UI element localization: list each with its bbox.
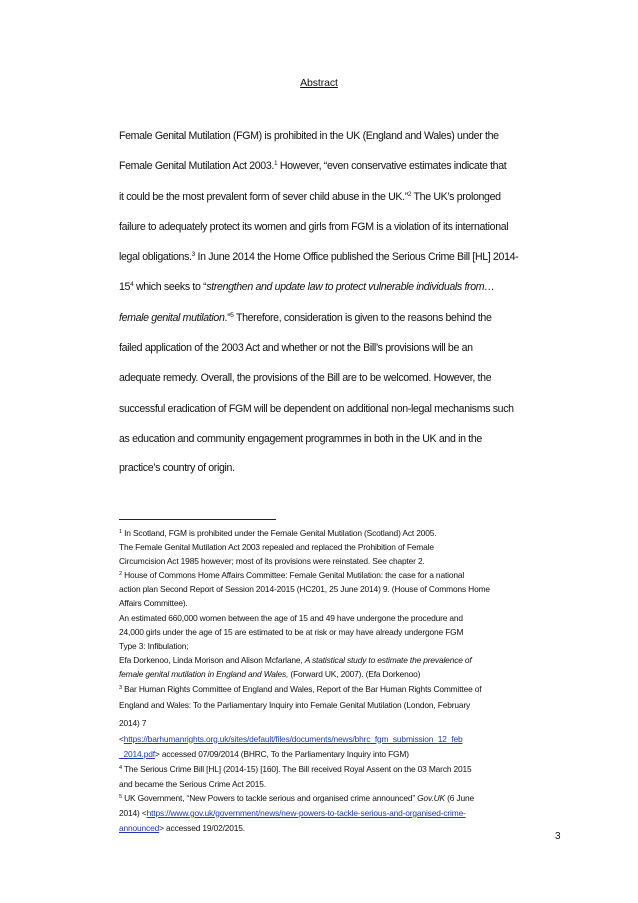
footnote-ref[interactable]: 3 — [191, 251, 195, 259]
bhrc-link[interactable]: https://barhumanrights.org.uk/sites/default/files/documents/news/bhrc_fgm_submission_12_feb — [123, 733, 463, 744]
abstract-line: $15^4$ which seeks to “strengthen and update law to protect vulnerable individuals from… — [119, 281, 495, 294]
abstract-line: as education and community engagement programmes in both in the UK and in the — [119, 432, 482, 445]
abstract-line: Female Genital Mutilation Act 2003.$^1$ However, “even conservative estimates indicate that — [119, 160, 507, 173]
abstract-line: practice’s country of origin. — [119, 462, 235, 475]
footnote-line: 2014) <https://www.gov.uk/government/news/new-powers-to-tackle-serious-and-organised-crime- — [119, 807, 466, 818]
abstract-line: Female Genital Mutilation (FGM) is prohibited in the UK (England and Wales) under the — [119, 130, 499, 142]
footnote-line: <https://barhumanrights.org.uk/sites/default/files/documents/news/bhrc_fgm_submission_12_feb — [119, 733, 463, 744]
footnote-line: announced> accessed 19/02/2015. — [119, 822, 245, 833]
footnote-line: and became the Serious Crime Act 2015. — [119, 778, 266, 789]
footnote-ref[interactable]: 5 — [230, 311, 234, 319]
abstract-line: adequate remedy. Overall, the provisions of the Bill are to be welcomed. However, the — [119, 372, 492, 385]
footnote-line: action plan Second Report of Session 2014-2015 (HC201, 25 June 2014) 9. (House of Commons Home — [119, 584, 490, 595]
abstract-body — [119, 121, 579, 482]
footnote-3: $^3$ Bar Human Rights Committee of England and Wales, Report of the Bar Human Rights Committee of — [119, 684, 482, 695]
footnote-line: 24,000 girls under the age of 15 are estimated to be at risk or may have already undergone FGM — [119, 626, 464, 637]
abstract-line: failed application of the 2003 Act and whether or not the Bill’s provisions will be an — [119, 342, 473, 355]
footnote-1: $^1$ In Scotland, FGM is prohibited under the Female Genital Mutilation (Scotland) Act 2005. — [119, 528, 437, 538]
footnote-line: An estimated 660,000 women between the age of 15 and 49 have undergone the procedure and — [119, 612, 463, 623]
footnote-line: _2014.pdf> accessed 07/09/2014 (BHRC, To the Parliamentary Inquiry into FGM) — [119, 748, 409, 759]
footnote-2: $^2$ House of Commons Home Affairs Committee: Female Genital Mutilation: the case for a national — [119, 570, 465, 581]
abstract-line: legal obligations.$^3$ In June 2014 the Home Office published the Serious Crime Bill [HL] 2014- — [119, 251, 519, 264]
footnote-line: England and Wales: To the Parliamentary Inquiry into Female Genital Mutilation (London, February — [119, 700, 471, 711]
footnote-ref[interactable]: 1 — [273, 160, 278, 168]
footnote-line: female genital mutilation in England and Wales, (Forward UK, 2007). (Efa Dorkenoo) — [119, 668, 421, 679]
footnote-line: Affairs Committee). — [119, 598, 188, 609]
footnote-5: $^5$ UK Government, “New Powers to tackle serious and organised crime announced” Gov.UK (6 June — [119, 792, 475, 803]
footnote-ref[interactable]: 4 — [130, 281, 134, 289]
footnote-line: Circumcision Act 1985 however; most of its provisions were reinstated. See chapter 2. — [119, 556, 425, 567]
gov-uk-link[interactable]: announced — [119, 822, 160, 833]
bhrc-link[interactable]: _2014.pdf — [119, 748, 155, 759]
abstract-line: failure to adequately protect its women and girls from FGM is a violation of its international — [119, 220, 509, 233]
abstract-line: female genital mutilation.”$^5$ Therefore, consideration is given to the reasons behind the — [119, 311, 492, 324]
footnote-line: Efa Dorkenoo, Linda Morison and Alison Mcfarlane, A statistical study to estimate the prevalence of — [119, 654, 472, 665]
footnote-4: $^4$ The Serious Crime Bill [HL] (2014-15) [160]. The Bill received Royal Assent on the 03 March 2015 — [119, 763, 472, 774]
footnote-line: The Female Genital Mutilation Act 2003 repealed and replaced the Prohibition of Female — [119, 542, 434, 553]
footnote-separator — [119, 519, 276, 520]
page-number: 3 — [555, 831, 561, 842]
footnote-line: 2014) 7 — [119, 717, 147, 728]
abstract-heading: Abstract — [300, 77, 338, 89]
footnotes — [119, 526, 571, 835]
footnote-line: Type 3: Infibulation; — [119, 640, 189, 651]
abstract-line: successful eradication of FGM will be dependent on additional non-legal mechanisms such — [119, 402, 514, 415]
footnote-ref[interactable]: 2 — [407, 190, 412, 198]
gov-uk-link[interactable]: https://www.gov.uk/government/news/new-powers-to-tackle-serious-and-organised-crime- — [146, 807, 466, 818]
abstract-line: it could be the most prevalent form of sever child abuse in the UK.”$^2$ The UK’s prolonged — [119, 190, 501, 203]
